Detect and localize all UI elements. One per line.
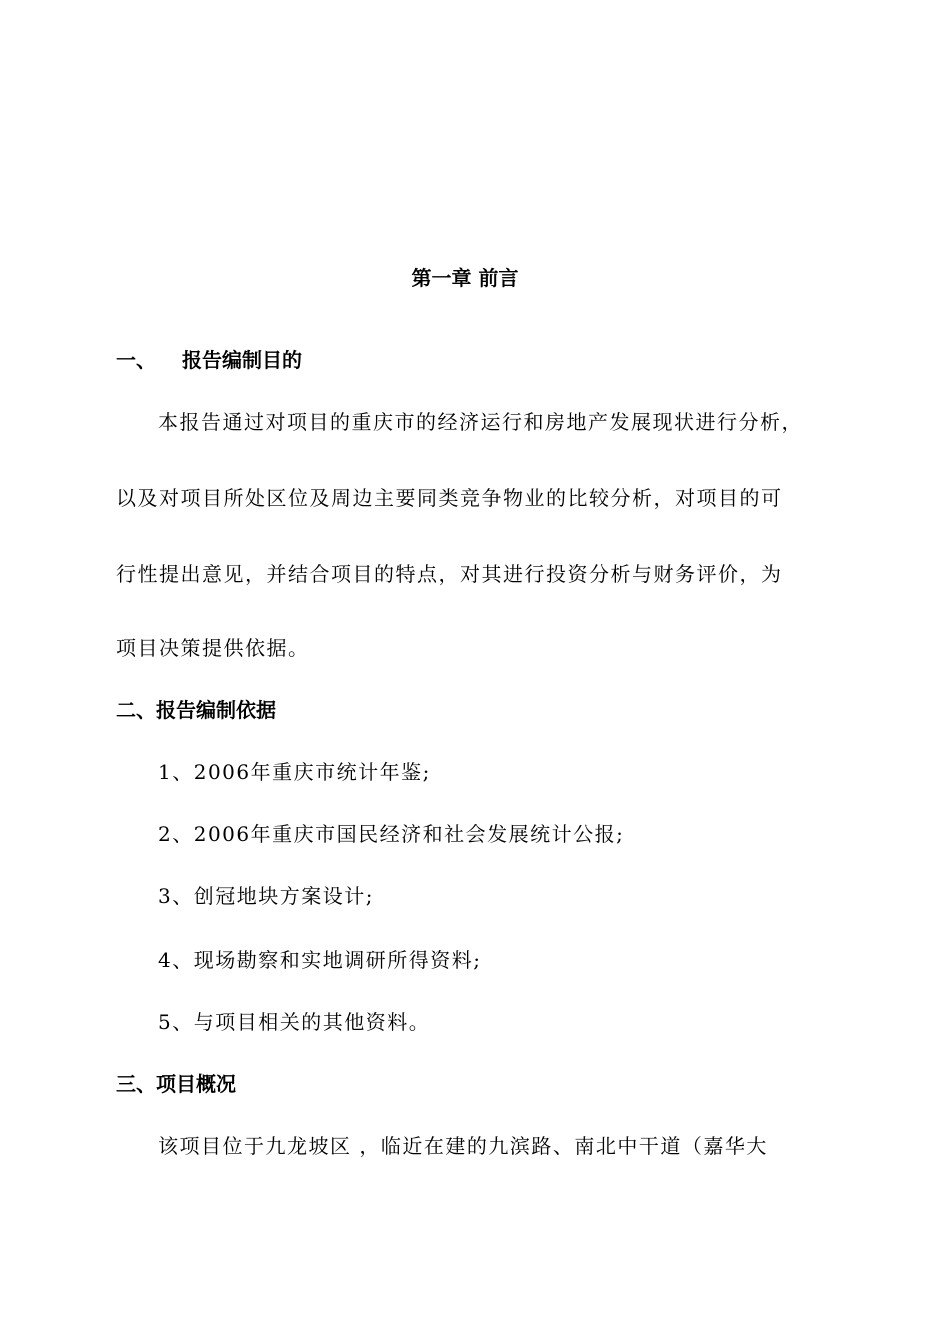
section1-title: 报告编制目的: [182, 348, 302, 372]
section3-paragraph-line-1: 该项目位于九龙坡区 ，临近在建的九滨路、南北中干道（嘉华大: [158, 1134, 768, 1158]
section1-number: 一、: [116, 348, 156, 372]
section2-item-3: 3、创冠地块方案设计;: [158, 884, 374, 908]
section2-item-4: 4、现场勘察和实地调研所得资料;: [158, 948, 482, 972]
section3-heading: 三、项目概况: [116, 1072, 236, 1096]
section2-item-2: 2、2006年重庆市国民经济和社会发展统计公报;: [158, 822, 625, 846]
section2-heading: 二、报告编制依据: [116, 698, 276, 722]
chapter-title: 第一章 前言: [411, 266, 519, 290]
section1-paragraph-line-1: 本报告通过对项目的重庆市的经济运行和房地产发展现状进行分析，: [158, 410, 803, 434]
section1-paragraph-line-4: 项目决策提供依据。: [116, 636, 310, 660]
section1-paragraph-line-3: 行性提出意见，并结合项目的特点，对其进行投资分析与财务评价，为: [116, 562, 783, 586]
section1-paragraph-line-2: 以及对项目所处区位及周边主要同类竞争物业的比较分析，对项目的可: [116, 486, 783, 510]
section2-item-1: 1、2006年重庆市统计年鉴;: [158, 760, 431, 784]
section2-item-5: 5、与项目相关的其他资料。: [158, 1010, 431, 1034]
